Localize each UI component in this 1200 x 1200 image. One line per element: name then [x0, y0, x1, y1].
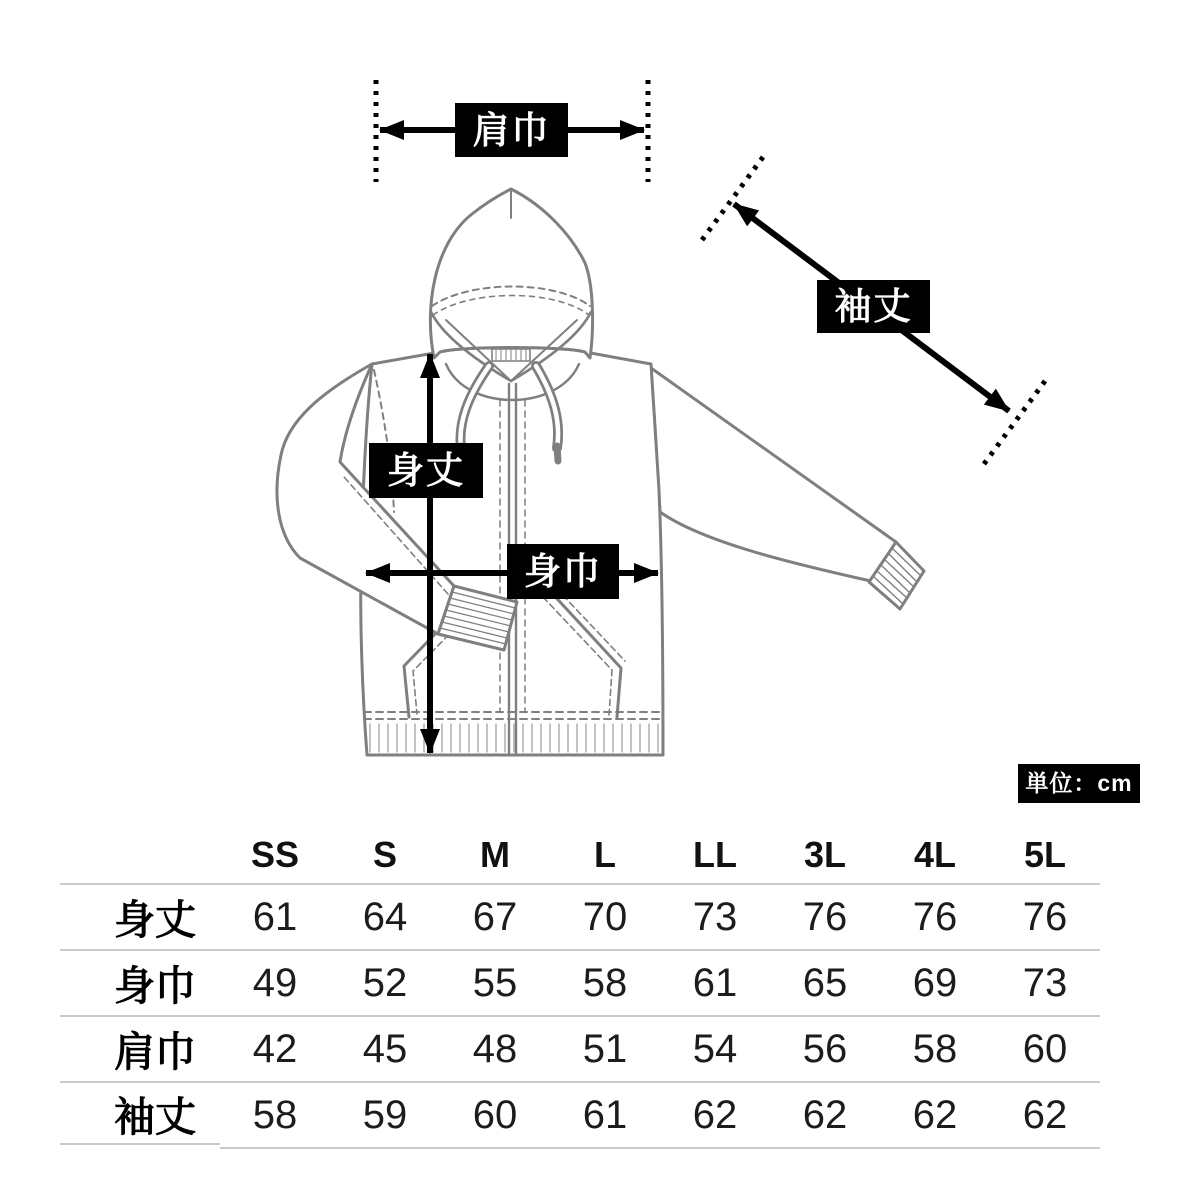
- column-header-4l: 4L: [913, 833, 956, 875]
- size-value-cell: 69: [880, 949, 990, 1015]
- size-value-cell: 76: [880, 883, 990, 949]
- size-value-cell: 73: [660, 883, 770, 949]
- size-value-cell: 56: [770, 1015, 880, 1081]
- column-header-5l: 5L: [1023, 833, 1066, 875]
- size-value-cell: 73: [990, 949, 1100, 1015]
- size-value-cell: 61: [220, 883, 330, 949]
- row-label-body-length: 身丈: [60, 883, 220, 947]
- size-value-cell: 62: [770, 1081, 880, 1149]
- size-value-cell: 65: [770, 949, 880, 1015]
- size-value-cell: 70: [550, 883, 660, 949]
- size-value-cell: 49: [220, 949, 330, 1015]
- size-table: [60, 826, 1140, 1149]
- unit-badge: 単位：cm: [1018, 764, 1140, 803]
- size-value-cell: 48: [440, 1015, 550, 1081]
- size-value-cell: 42: [220, 1015, 330, 1081]
- size-value-cell: 51: [550, 1015, 660, 1081]
- size-value-cell: 76: [770, 883, 880, 949]
- row-label-shoulder-width: 肩巾: [60, 1015, 220, 1079]
- column-header-m: M: [480, 833, 510, 875]
- size-value-cell: 64: [330, 883, 440, 949]
- size-value-cell: 60: [990, 1015, 1100, 1081]
- body-width-label: 身巾: [507, 544, 619, 599]
- sleeve-length-label: 袖丈: [817, 280, 930, 333]
- size-value-cell: 58: [550, 949, 660, 1015]
- size-value-cell: 61: [660, 949, 770, 1015]
- column-header-3l: 3L: [803, 833, 846, 875]
- column-header-l: L: [594, 833, 616, 875]
- column-header-ll: LL: [693, 833, 737, 875]
- size-value-cell: 54: [660, 1015, 770, 1081]
- size-value-cell: 52: [330, 949, 440, 1015]
- body-length-label: 身丈: [369, 443, 483, 498]
- row-label-body-width: 身巾: [60, 949, 220, 1013]
- size-value-cell: 59: [330, 1081, 440, 1149]
- size-value-cell: 62: [660, 1081, 770, 1149]
- size-value-cell: 61: [550, 1081, 660, 1149]
- row-label-sleeve-length: 袖丈: [60, 1081, 220, 1145]
- size-value-cell: 45: [330, 1015, 440, 1081]
- column-header-ss: SS: [250, 833, 300, 875]
- size-value-cell: 58: [220, 1081, 330, 1149]
- size-value-cell: 76: [990, 883, 1100, 949]
- size-value-cell: 55: [440, 949, 550, 1015]
- size-value-cell: 62: [880, 1081, 990, 1149]
- shoulder-width-label: 肩巾: [455, 103, 568, 157]
- size-value-cell: 62: [990, 1081, 1100, 1149]
- corner-cell: [60, 826, 220, 883]
- column-header-s: S: [372, 833, 397, 875]
- size-value-cell: 67: [440, 883, 550, 949]
- size-value-cell: 58: [880, 1015, 990, 1081]
- size-value-cell: 60: [440, 1081, 550, 1149]
